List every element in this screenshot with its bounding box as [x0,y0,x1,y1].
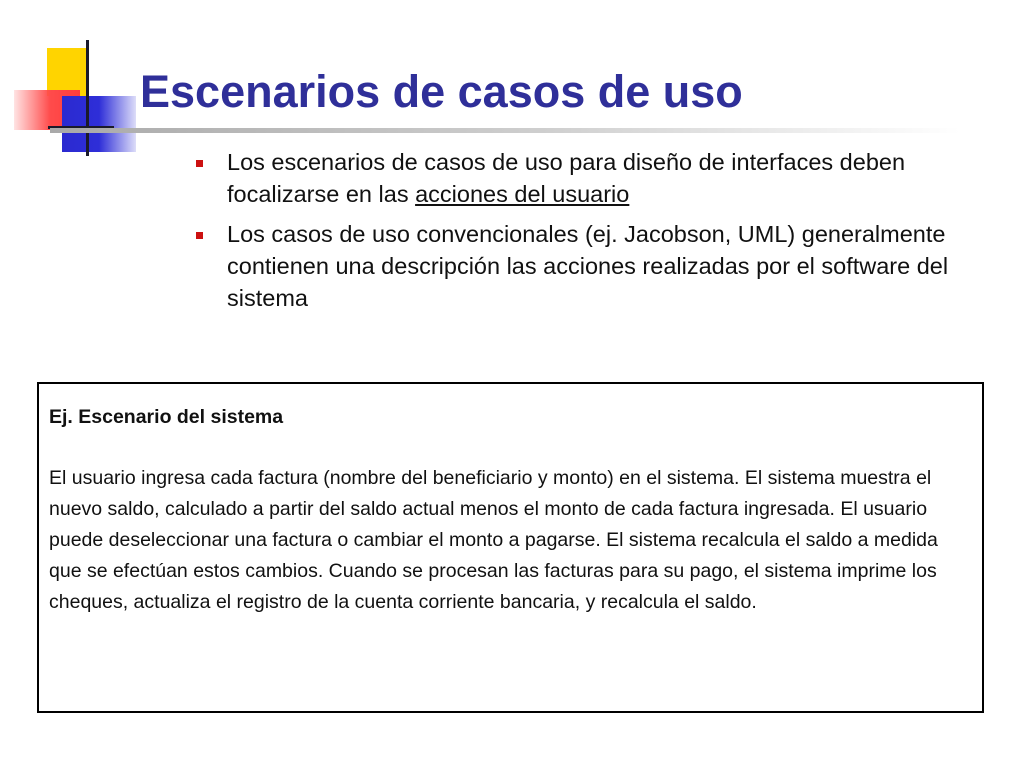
title-divider [50,128,960,133]
example-box [37,382,984,713]
logo-blue-square [62,96,136,152]
logo-yellow-square [47,48,87,96]
bullet-marker-icon [196,232,203,239]
bullet-marker-icon [196,160,203,167]
decorative-logo-icon [0,0,140,170]
example-heading: Ej. Escenario del sistema [49,406,284,428]
bullet-item [196,146,976,210]
slide-title: Escenarios de casos de uso [140,66,743,117]
bullet-list [196,146,976,322]
example-body: El usuario ingresa cada factura (nombre del beneficiario y monto) en el sistema. El sistema muestra el nuevo saldo, calculado a partir del saldo actual menos el monto de cada factura ingresada. El usuario puede deseleccionar una factura o cambiar el monto a pagarse. El sistema recalcula el saldo a medida que se efectúan estos cambios. Cuando se procesan las facturas para su pago, el sistema imprime los cheques, actualiza el registro de la cuenta corriente bancaria, y recalcula el saldo. [49,467,938,613]
bullet-underlined-text: acciones del usuario [415,181,630,207]
bullet-text: Los escenarios de casos de uso para diseño de interfaces deben focalizarse en las [227,149,906,207]
logo-vertical-line [86,40,89,156]
bullet-text: Los casos de uso convencionales (ej. Jacobson, UML) generalmente contienen una descripción las acciones realizadas por el software del sistema [227,221,949,311]
bullet-item [196,218,976,314]
